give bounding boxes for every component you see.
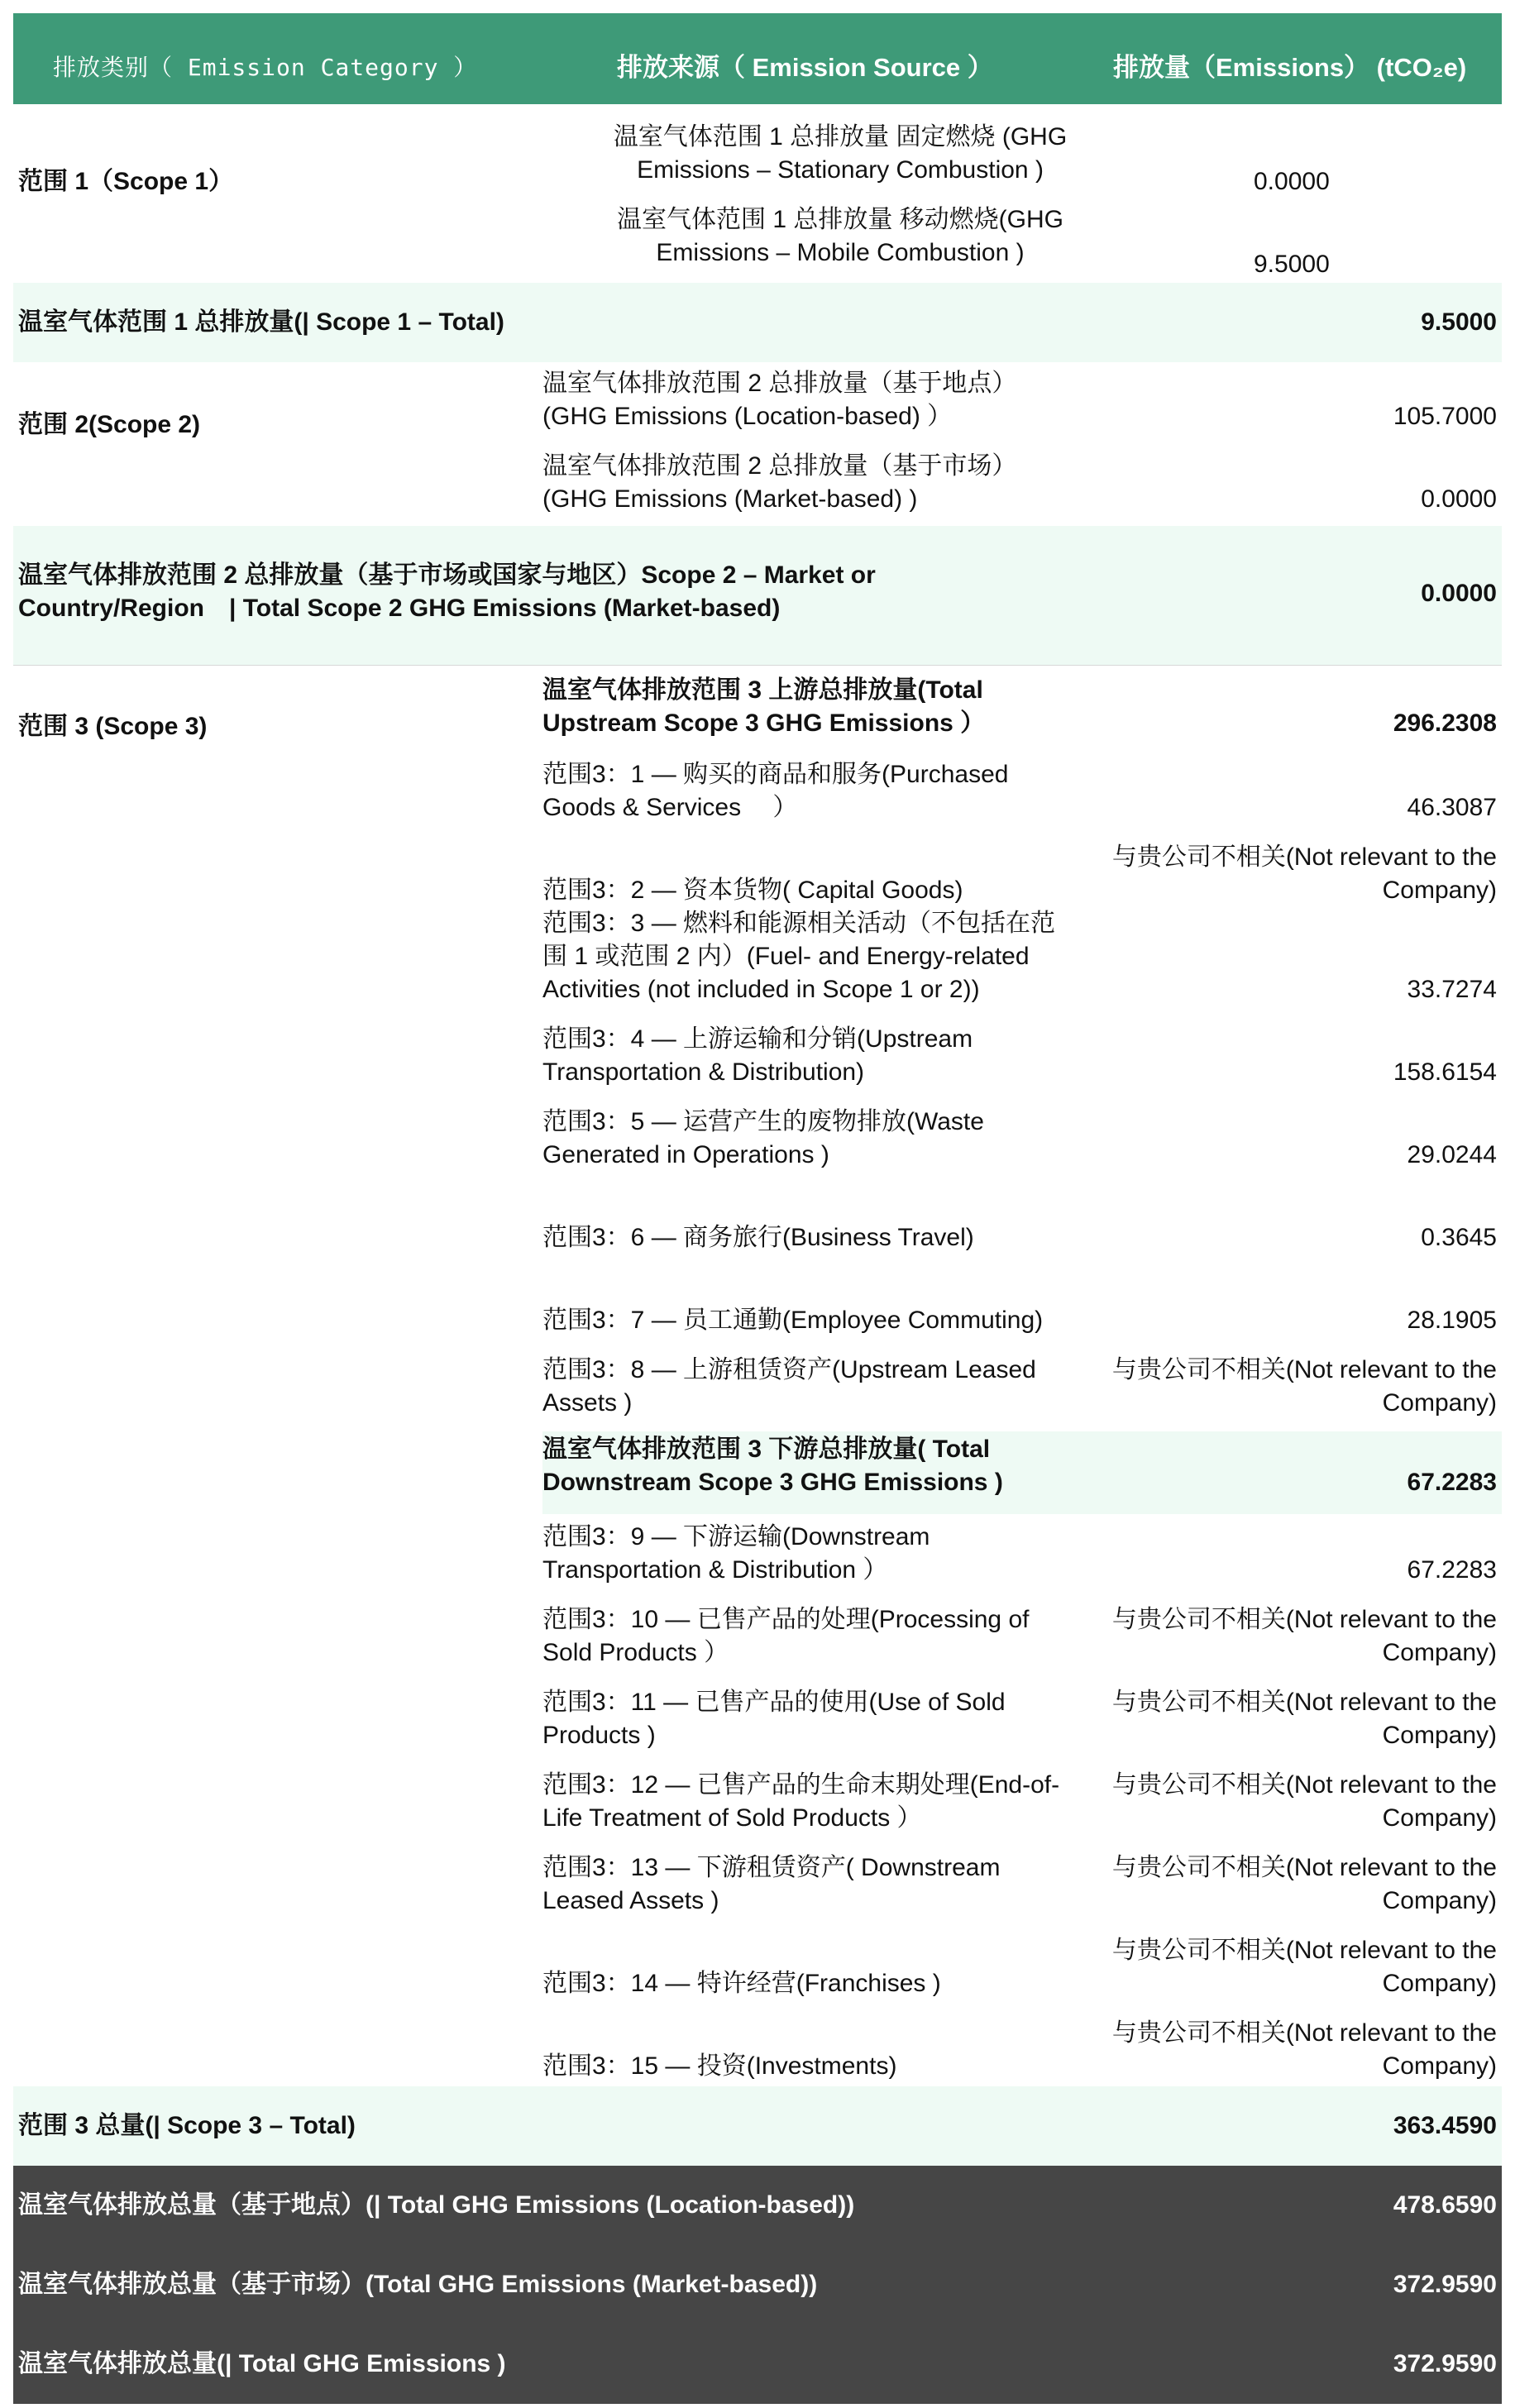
source-text: 范围3：9 — 下游运输(Downstream xyxy=(542,1523,930,1550)
source-text: 范围3：12 — 已售产品的生命末期处理(End-of- xyxy=(542,1771,1060,1799)
value-line xyxy=(1100,758,1497,791)
scope3-total-row xyxy=(13,2086,1502,2166)
source-text: 温室气体排放范围 2 总排放量（基于市场） xyxy=(542,452,1017,480)
table-row xyxy=(542,450,1105,516)
grand-total-label: 温室气体排放总量(| Total GHG Emissions ) xyxy=(18,2350,506,2377)
table-row xyxy=(542,907,1105,1006)
grand-total-row xyxy=(13,2324,1502,2404)
scope3-category: 范围 3 (Scope 3) xyxy=(18,713,208,740)
value-line: 与贵公司不相关(Not relevant to the xyxy=(1111,1854,1497,1881)
source-text: 围 1 或范围 2 内）(Fuel- and Energy-related xyxy=(542,943,1030,970)
source-text: Emissions – Mobile Combustion ) xyxy=(656,239,1025,266)
source-text: Generated in Operations ) xyxy=(542,1141,829,1168)
source-text: 范围3：2 — 资本货物( Capital Goods) xyxy=(542,877,963,904)
scope1-total-label: 温室气体范围 1 总排放量(| Scope 1 – Total) xyxy=(18,308,504,336)
scope2-total-label-line: 温室气体排放范围 2 总排放量（基于市场或国家与地区）Scope 2 – Market or xyxy=(18,561,876,589)
grand-total-value: 372.9590 xyxy=(1393,2271,1497,2298)
source-text: Activities (not included in Scope 1 or 2)) xyxy=(542,976,980,1003)
table-row: 范围3：7 — 员工通勤(Employee Commuting) xyxy=(542,1307,1044,1334)
source-text: Assets ) xyxy=(542,1389,633,1417)
value-text xyxy=(1100,758,1497,824)
downstream-total-label xyxy=(542,1433,1105,1499)
table-row xyxy=(542,1023,1105,1089)
table-row xyxy=(542,367,1105,433)
header-emissions: 排放量（Emissions） (tCO₂e) xyxy=(1113,53,1467,82)
source-text: Transportation & Distribution ） xyxy=(542,1556,888,1584)
value-text xyxy=(1100,1354,1497,1420)
scope1-total-value: 9.5000 xyxy=(1421,308,1497,336)
grand-total-label: 温室气体排放总量（基于地点）(| Total GHG Emissions (Location-based)) xyxy=(18,2191,855,2219)
scope3-total-label: 范围 3 总量(| Scope 3 – Total) xyxy=(18,2112,356,2139)
value-line: 与贵公司不相关(Not relevant to the xyxy=(1111,2019,1497,2047)
grand-total-row xyxy=(13,2166,1502,2245)
scope2-category: 范围 2(Scope 2) xyxy=(18,411,201,438)
value-line: 与贵公司不相关(Not relevant to the xyxy=(1111,1689,1497,1716)
value-text: 28.1905 xyxy=(1407,1307,1497,1334)
value-text xyxy=(1100,1686,1497,1752)
value-text xyxy=(1100,1603,1497,1670)
table-row xyxy=(542,1851,1105,1918)
source-text: Sold Products ） xyxy=(542,1639,729,1666)
table-row xyxy=(542,874,1105,907)
source-text: 范围3：3 — 燃料和能源相关活动（不包括在范 xyxy=(542,910,1056,937)
scope2-total-row xyxy=(13,526,1502,665)
source-text: Goods & Services ） xyxy=(542,794,798,821)
value-text: 29.0244 xyxy=(1407,1141,1497,1168)
table-row: 范围3：14 — 特许经营(Franchises ) xyxy=(542,1970,941,1997)
source-text: Emissions – Stationary Combustion ) xyxy=(637,156,1044,184)
source-text: 范围3：13 — 下游租赁资产( Downstream xyxy=(542,1854,1001,1881)
value-text xyxy=(1100,1934,1497,2000)
scope2-section xyxy=(13,362,1502,526)
value-text xyxy=(1100,841,1497,907)
value-line: 与贵公司不相关(Not relevant to the xyxy=(1111,843,1497,871)
table-row xyxy=(542,758,1105,824)
value-line: Company) xyxy=(1382,1722,1497,1749)
value-line: Company) xyxy=(1382,1804,1497,1832)
source-text: 范围3：8 — 上游租赁资产(Upstream Leased xyxy=(542,1356,1036,1383)
value-text: 0.0000 xyxy=(1254,168,1330,195)
value-text xyxy=(1100,1851,1497,1918)
value-text xyxy=(1100,2017,1497,2083)
scope3-total-value: 363.4590 xyxy=(1393,2112,1497,2139)
scope3-section xyxy=(13,666,1502,2086)
source-text: Products ) xyxy=(542,1722,656,1749)
table-header xyxy=(13,13,1502,104)
table-row: 范围3：15 — 投资(Investments) xyxy=(542,2052,897,2080)
scope1-category: 范围 1（Scope 1） xyxy=(18,168,234,195)
grand-total-label: 温室气体排放总量（基于市场）(Total GHG Emissions (Market-based)) xyxy=(18,2271,818,2298)
upstream-total-line: Upstream Scope 3 GHG Emissions ） xyxy=(542,710,986,737)
table-row xyxy=(542,1106,1105,1172)
source-text: (GHG Emissions (Market-based) ) xyxy=(542,485,918,513)
header-source: 排放来源（ Emission Source ） xyxy=(617,53,993,82)
table-row xyxy=(576,121,1105,187)
scope2-total-label-line: Country/Region | Total Scope 2 GHG Emissions (Market-based) xyxy=(18,595,781,622)
value-line: 与贵公司不相关(Not relevant to the xyxy=(1111,1356,1497,1383)
value-line: 与贵公司不相关(Not relevant to the xyxy=(1111,1937,1497,1964)
grand-total-value: 372.9590 xyxy=(1393,2350,1497,2377)
value-text: 9.5000 xyxy=(1254,251,1330,278)
grand-total-row xyxy=(13,2245,1502,2324)
value-line: Company) xyxy=(1382,1389,1497,1417)
source-text: 范围3：5 — 运营产生的废物排放(Waste xyxy=(542,1108,984,1135)
downstream-total-line: 温室气体排放范围 3 下游总排放量( Total xyxy=(542,1436,991,1463)
source-text: 范围3：11 — 已售产品的使用(Use of Sold xyxy=(542,1689,1006,1716)
scope1-total-row xyxy=(13,283,1502,362)
value-text xyxy=(1100,1769,1497,1835)
table-row xyxy=(542,1686,1105,1752)
scope2-total-label xyxy=(18,559,1093,625)
value-line: 与贵公司不相关(Not relevant to the xyxy=(1111,1771,1497,1799)
source-text: 范围3：10 — 已售产品的处理(Processing of xyxy=(542,1606,1030,1633)
scope1-section xyxy=(13,121,1502,283)
grand-total-value: 478.6590 xyxy=(1393,2191,1497,2219)
value-line: Company) xyxy=(1382,1970,1497,1997)
scope2-total-value: 0.0000 xyxy=(1421,580,1497,607)
upstream-total-value: 296.2308 xyxy=(1393,710,1497,737)
source-text: 温室气体范围 1 总排放量 移动燃烧(GHG xyxy=(616,206,1063,233)
table-row xyxy=(542,1769,1105,1835)
upstream-total-label xyxy=(542,674,1105,740)
value-text: 105.7000 xyxy=(1393,403,1497,430)
value-line: Company) xyxy=(1382,877,1497,904)
source-text: 范围3：1 — 购买的商品和服务(Purchased xyxy=(542,761,1009,788)
downstream-total-value: 67.2283 xyxy=(1407,1469,1497,1496)
value-line: Company) xyxy=(1382,1887,1497,1914)
table-row xyxy=(542,1521,1105,1587)
source-text: (GHG Emissions (Location-based) ） xyxy=(542,403,953,430)
source-text: 范围3：4 — 上游运输和分销(Upstream xyxy=(542,1025,973,1053)
downstream-total-line: Downstream Scope 3 GHG Emissions ) xyxy=(542,1469,1003,1496)
table-row: 范围3：6 — 商务旅行(Business Travel) xyxy=(542,1224,974,1251)
table-row xyxy=(542,1354,1105,1420)
source-text: Leased Assets ) xyxy=(542,1887,719,1914)
source-text: Life Treatment of Sold Products ） xyxy=(542,1804,922,1832)
value-line: Company) xyxy=(1382,1639,1497,1666)
table-row xyxy=(542,1603,1105,1670)
value-text: 158.6154 xyxy=(1393,1058,1497,1086)
value-line: 46.3087 xyxy=(1407,794,1497,821)
source-text: 温室气体范围 1 总排放量 固定燃烧 (GHG xyxy=(613,123,1068,150)
header-category: 排放类别（ Emission Category ） xyxy=(53,54,478,81)
upstream-total-line: 温室气体排放范围 3 上游总排放量(Total xyxy=(542,676,983,704)
table-row xyxy=(576,203,1105,270)
value-text: 33.7274 xyxy=(1407,976,1497,1003)
source-text: Transportation & Distribution) xyxy=(542,1058,865,1086)
value-text: 0.3645 xyxy=(1421,1224,1497,1251)
value-text: 0.0000 xyxy=(1421,485,1497,513)
source-text: 温室气体排放范围 2 总排放量（基于地点） xyxy=(542,370,1017,397)
value-line: 与贵公司不相关(Not relevant to the xyxy=(1111,1606,1497,1633)
value-line: Company) xyxy=(1382,2052,1497,2080)
value-text: 67.2283 xyxy=(1407,1556,1497,1584)
